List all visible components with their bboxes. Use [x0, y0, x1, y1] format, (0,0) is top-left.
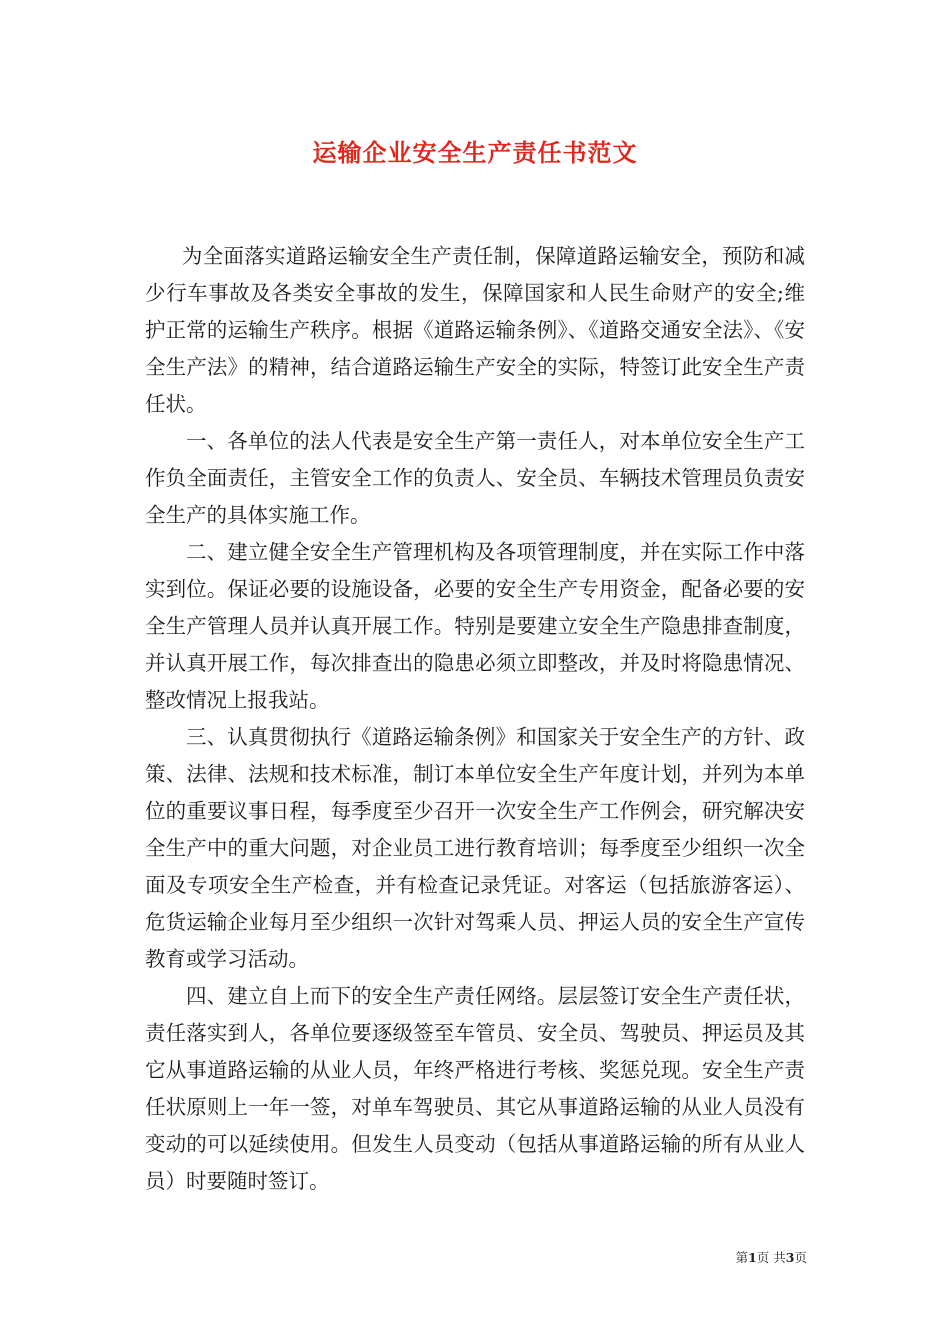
paragraph-clause-2: 二、建立健全安全生产管理机构及各项管理制度，并在实际工作中落实到位。保证必要的设施设备，必要的安全生产专用资金，配备必要的安全生产管理人员并认真开展工作。特别是要建立安全生产隐患排查制度，并认真开展工作，每次排查出的隐患必须立即整改，并及时将隐患情况、整改情况上报我站。	[145, 540, 805, 712]
paragraph-clause-4: 四、建立自上而下的安全生产责任网络。层层签订安全生产责任状，责任落实到人，各单位要逐级签至车管员、安全员、驾驶员、押运员及其它从事道路运输的从业人员，年终严格进行考核、奖惩兑现。安全生产责任状原则上一年一签，对单车驾驶员、其它从事道路运输的从业人员没有变动的可以延续使用。但发生人员变动（包括从事道路运输的所有从业人员）时要随时签订。	[145, 984, 805, 1193]
current-page: 1	[748, 1250, 757, 1265]
page-number	[736, 1248, 807, 1266]
paragraph-intro: 为全面落实道路运输安全生产责任制，保障道路运输安全，预防和减少行车事故及各类安全事故的发生，保障国家和人民生命财产的安全;维护正常的运输生产秩序。根据《道路运输条例》、《道路交通安全法》、《安全生产法》的精神，结合道路运输生产安全的实际，特签订此安全生产责任状。	[145, 244, 805, 416]
paragraph-clause-1: 一、各单位的法人代表是安全生产第一责任人，对本单位安全生产工作负全面责任，主管安全工作的负责人、安全员、车辆技术管理员负责安全生产的具体实施工作。	[145, 429, 805, 527]
document-title: 运输企业安全生产责任书范文	[312, 139, 638, 167]
total-pages: 3	[785, 1250, 795, 1265]
page-middle: 页 共	[756, 1250, 786, 1265]
page-prefix: 第	[735, 1250, 749, 1265]
page-suffix: 页	[794, 1250, 807, 1265]
paragraph-clause-3: 三、认真贯彻执行《道路运输条例》和国家关于安全生产的方针、政策、法律、法规和技术标准，制订本单位安全生产年度计划，并列为本单位的重要议事日程，每季度至少召开一次安全生产工作例会，研究解决安全生产中的重大问题，对企业员工进行教育培训；每季度至少组织一次全面及专项安全生产检查，并有检查记录凭证。对客运（包括旅游客运）、危货运输企业每月至少组织一次针对驾乘人员、押运人员的安全生产宣传教育或学习活动。	[145, 725, 805, 971]
document-body	[145, 238, 805, 1200]
